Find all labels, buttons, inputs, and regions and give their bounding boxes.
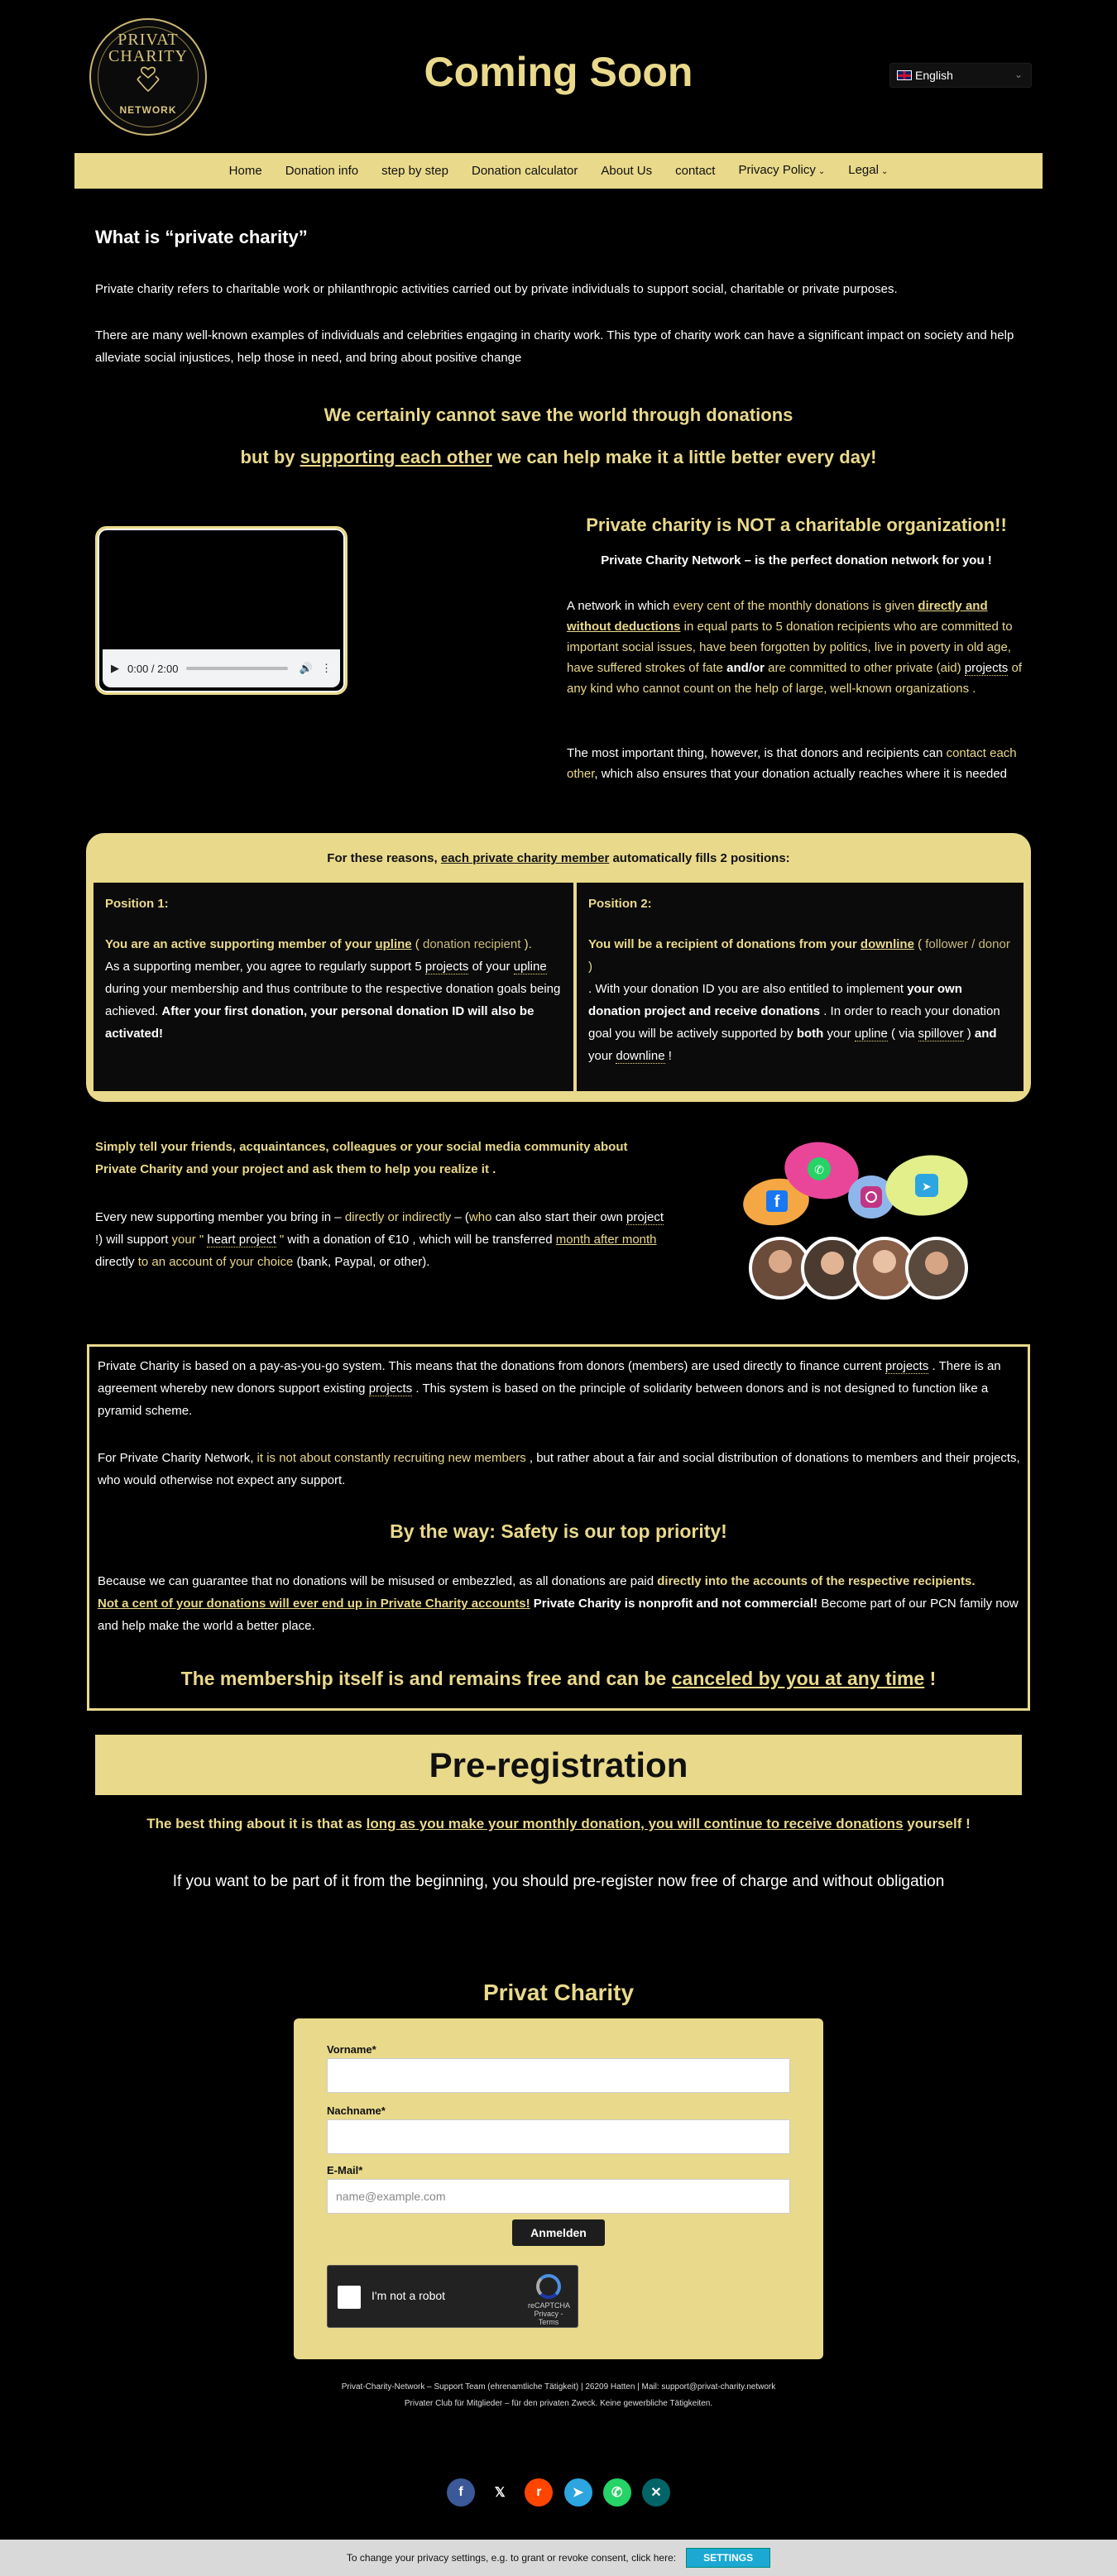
email-label: E-Mail* [327,2164,363,2176]
downline-link[interactable]: downline [860,937,914,951]
text: yourself ! [903,1816,971,1831]
text: it is not about constantly recruiting new members [256,1451,526,1465]
submit-button[interactable]: Anmelden [512,2219,605,2246]
video-time: 0:00 / 2:00 [127,662,179,675]
last-name-label: Nachname* [327,2104,386,2117]
text: ( via [887,1027,918,1041]
text: Private Charity is nonprofit and not commercial! [530,1597,818,1611]
first-name-field[interactable] [327,2058,790,2093]
position-2-card [577,883,1024,1091]
nav-contact[interactable]: contact [675,164,716,178]
heart-project-link[interactable]: heart project [207,1233,276,1247]
text: and [974,1027,997,1041]
each-member-link[interactable]: each private charity member [440,851,610,865]
site-header [0,0,1117,153]
text: ! [924,1668,937,1689]
text: of your [468,960,514,974]
nav-donation-calculator[interactable]: Donation calculator [471,164,578,178]
text: your own donation project and receive donations [588,982,962,1018]
language-label: English [915,69,953,82]
text: After your first donation, your personal donation ID will also be activated! [105,1004,535,1041]
position-1-card [93,883,573,1091]
spillover-link[interactable]: spillover [918,1027,964,1041]
tell-friends-text: Simply tell your friends, acquaintances, colleagues or your social media community about Private Charity and your project and ask them to help you realize it . [95,1140,628,1176]
text: are committed to other private (aid) [765,661,965,675]
recaptcha-logo [528,2274,569,2326]
upline-link[interactable]: upline [513,960,547,974]
language-selector[interactable] [889,63,1032,88]
recaptcha-widget [327,2265,578,2328]
not-org-subtitle: Private Charity Network – is the perfect donation network for you ! [601,553,992,567]
text: and/or [726,661,765,675]
project-link[interactable]: project [626,1210,664,1224]
nav-legal[interactable] [837,152,899,189]
text: donation recipient [422,937,521,951]
text: of any kind who cannot count on the help of large, well-known organizations . [567,661,1022,696]
text: long as you make your monthly donation, you will continue to receive donations [366,1816,904,1831]
text: ) [963,1027,975,1041]
contact-description [567,743,1026,784]
positions-box [86,833,1031,1102]
text: with a donation of €10 , which will be transferred [284,1233,556,1247]
nav-step-by-step[interactable]: step by step [381,164,448,178]
recaptcha-checkbox[interactable] [338,2286,361,2309]
volume-icon[interactable]: 🔊 [299,662,313,674]
video-controls [103,649,340,687]
cookie-settings-button[interactable]: SETTINGS [686,2548,770,2568]
play-icon[interactable]: ▶ [111,662,119,674]
text: For Private Charity Network, [98,1451,257,1465]
text: . With your donation ID you are also entitled to implement [588,982,908,996]
slogan-text: but by [240,447,300,467]
text: in equal parts to 5 donation recipients who are committed to important social issues, have been forgotten by politics, live in poverty in old age, have suffered strokes of fate [567,620,1013,675]
text: both [796,1027,824,1041]
text: follower / donor [925,937,1010,951]
not-org-title: Private charity is NOT a charitable organization!! [586,515,1007,535]
text: ( [411,937,423,951]
positions-title [86,851,1031,865]
more-options-icon[interactable]: ⋮ [321,662,332,674]
system-paragraph-2 [98,1447,1020,1491]
best-thing-text [0,1816,1117,1832]
text: every cent of the monthly donations is given [673,599,918,613]
facebook-icon[interactable]: f [447,2478,475,2507]
logo-top-text: PRIVAT CHARITY [108,31,188,65]
text: ( [913,937,926,951]
intro-paragraph-2: There are many well-known examples of individuals and celebrities engaging in charity work. This type of charity work can have a significant impact on society and help alleviate social injustices, help those in need, and bring about positive change [95,328,1014,365]
slogan-line-2 [0,447,1117,468]
text: ) [588,960,592,974]
text: your " [171,1233,208,1247]
svg-text:✆: ✆ [814,1163,824,1176]
direct-deductions-link[interactable]: directly and without deductions [567,599,988,634]
text: your [588,1049,616,1063]
svg-text:f: f [774,1193,780,1211]
recaptcha-links[interactable]: Privacy - Terms [534,2310,563,2326]
text: . This system is based on the principle of solidarity between donors and is not designed to function like a pyramid scheme. [98,1381,989,1418]
text: during your membership and thus contribute to the respective donation goals being achieved. [105,982,561,1018]
text: As a supporting member, you agree to regularly support 5 [105,960,425,974]
supporting-each-other-link[interactable]: supporting each other [300,447,492,467]
text: (bank, Paypal, or other). [293,1255,430,1269]
page-title: Coming Soon [424,49,693,95]
chevron-down-icon: ⌄ [880,167,889,176]
position-1-text [105,933,562,1045]
safety-heading: By the way: Safety is our top priority! [390,1520,727,1542]
projects-link[interactable]: projects [368,1381,413,1396]
uk-flag-icon [897,70,912,80]
text: , which also ensures that your donation actually reaches where it is needed [594,767,1008,781]
video-player[interactable] [95,526,348,695]
text: , but rather about a fair and social distribution of donations to members and their projects, who would otherwise not expect any support. [98,1451,1020,1487]
social-share-bar [447,2478,670,2508]
recaptcha-brand: reCAPTCHA [528,2301,571,2310]
whatsapp-icon[interactable]: ✆ [603,2478,631,2507]
text: . There is an agreement whereby new donors support existing [98,1359,1001,1396]
supporting-member-text [95,1206,674,1273]
intro-heading: What is “private charity” [95,227,308,247]
text: to an account of your choice [137,1255,294,1269]
text: Not a cent of your donations will ever end up in Private Charity accounts! [98,1597,530,1611]
chevron-down-icon: ⌄ [1014,69,1023,80]
registration-form [294,2018,823,2359]
text: contact each other [567,746,1017,781]
footer-contact: Privat-Charity-Network – Support Team (ehrenamtliche Tätigkeit) | 26209 Hatten | Mail: support@privat-charity.network [341,2382,776,2392]
text: The most important thing, however, is that donors and recipients can [567,746,947,760]
upline-link[interactable]: upline [854,1027,888,1041]
form-title: Privat Charity [482,1980,635,2005]
upline-link[interactable]: upline [375,937,412,951]
cookie-text: To change your privacy settings, e.g. to grant or revoke consent, click here: [346,2552,677,2564]
text: !) will support [95,1233,172,1247]
network-description [567,596,1026,699]
nav-privacy-policy[interactable] [726,152,837,189]
text: who [468,1210,492,1224]
position-1-label: Position 1: [105,897,169,911]
text: directly into the accounts of the respective recipients. [657,1574,976,1588]
text: The best thing about it is that as [146,1816,367,1831]
projects-link[interactable]: projects [884,1359,929,1373]
text: your [823,1027,855,1041]
telegram-icon[interactable]: ➤ [564,2478,592,2507]
recaptcha-icon [536,2274,561,2299]
slogan-line-1: We certainly cannot save the world through donations [324,405,793,425]
text: directly or indirectly [344,1210,452,1224]
last-name-field[interactable] [327,2119,790,2154]
text: A network in which [567,599,674,613]
nav-home[interactable]: Home [228,164,262,178]
text: For these reasons, [327,851,441,865]
recaptcha-label: I'm not a robot [372,2289,446,2302]
pre-register-invite: If you want to be part of it from the beginning, you should pre-register now free of charge and without obligation [172,1873,945,1890]
intro-paragraph-1: Private charity refers to charitable work or philanthropic activities carried out by private individuals to support social, charitable or private purposes. [95,282,898,296]
video-progress-bar[interactable] [186,667,287,670]
text: – ( [451,1210,469,1224]
system-paragraph-1 [98,1355,1020,1422]
xing-icon[interactable]: ✕ [642,2478,670,2507]
text: Private Charity is based on a pay-as-you-go system. This means that the donations from donors (members) are used directly to finance current [98,1359,885,1373]
nav-privacy-label: Privacy Policy [738,163,816,177]
first-name-label: Vorname* [327,2043,376,2056]
projects-link[interactable]: projects [424,960,469,974]
cookie-banner [0,2540,1117,2576]
reddit-icon[interactable]: r [525,2478,553,2507]
footer-note: Privater Club für Mitglieder – für den privaten Zweck. Keine gewerbliche Tätigkeiten. [404,2399,713,2408]
chevron-down-icon: ⌄ [817,167,826,176]
main-nav [74,153,1043,189]
email-field[interactable]: name@example.com [327,2179,790,2214]
system-paragraph-3 [98,1570,1020,1637]
text: The membership itself is and remains free and can be [180,1668,672,1689]
cancel-anytime-link[interactable]: canceled by you at any time [671,1668,925,1689]
membership-free-heading [0,1668,1117,1690]
downline-link[interactable]: downline [616,1049,665,1063]
nav-about-us[interactable]: About Us [601,164,653,178]
pre-registration-banner: Pre-registration [95,1735,1022,1795]
slogan-text-end: we can help make it a little better every day! [491,447,877,467]
projects-link[interactable]: projects [964,661,1009,675]
text: You will be a recipient of donations from your [588,937,861,951]
nav-legal-label: Legal [848,163,879,177]
text: can also start their own [491,1210,626,1224]
nav-donation-info[interactable]: Donation info [285,164,359,178]
text: ! [664,1049,672,1063]
position-2-label: Position 2: [588,897,652,911]
text: month after month [555,1233,657,1247]
svg-text:➤: ➤ [922,1180,932,1193]
text: You are an active supporting member of your [105,937,376,951]
text: . In order to reach your donation goal you will be actively supported by [588,1004,1000,1041]
x-icon[interactable]: 𝕏 [486,2478,514,2507]
text: automatically fills 2 positions: [609,851,790,865]
text: Because we can guarantee that no donations will be misused or embezzled, as all donations are paid [98,1574,658,1588]
text: Become part of our PCN family now and help make the world a better place. [98,1597,1019,1633]
text: ). [520,937,532,951]
text: directly [95,1255,138,1269]
position-2-text [588,933,1012,1067]
social-media-people-image [743,1137,975,1303]
text: " [276,1233,285,1247]
logo-bottom-text: NETWORK [119,104,177,116]
text: Every new supporting member you bring in – [95,1210,345,1224]
